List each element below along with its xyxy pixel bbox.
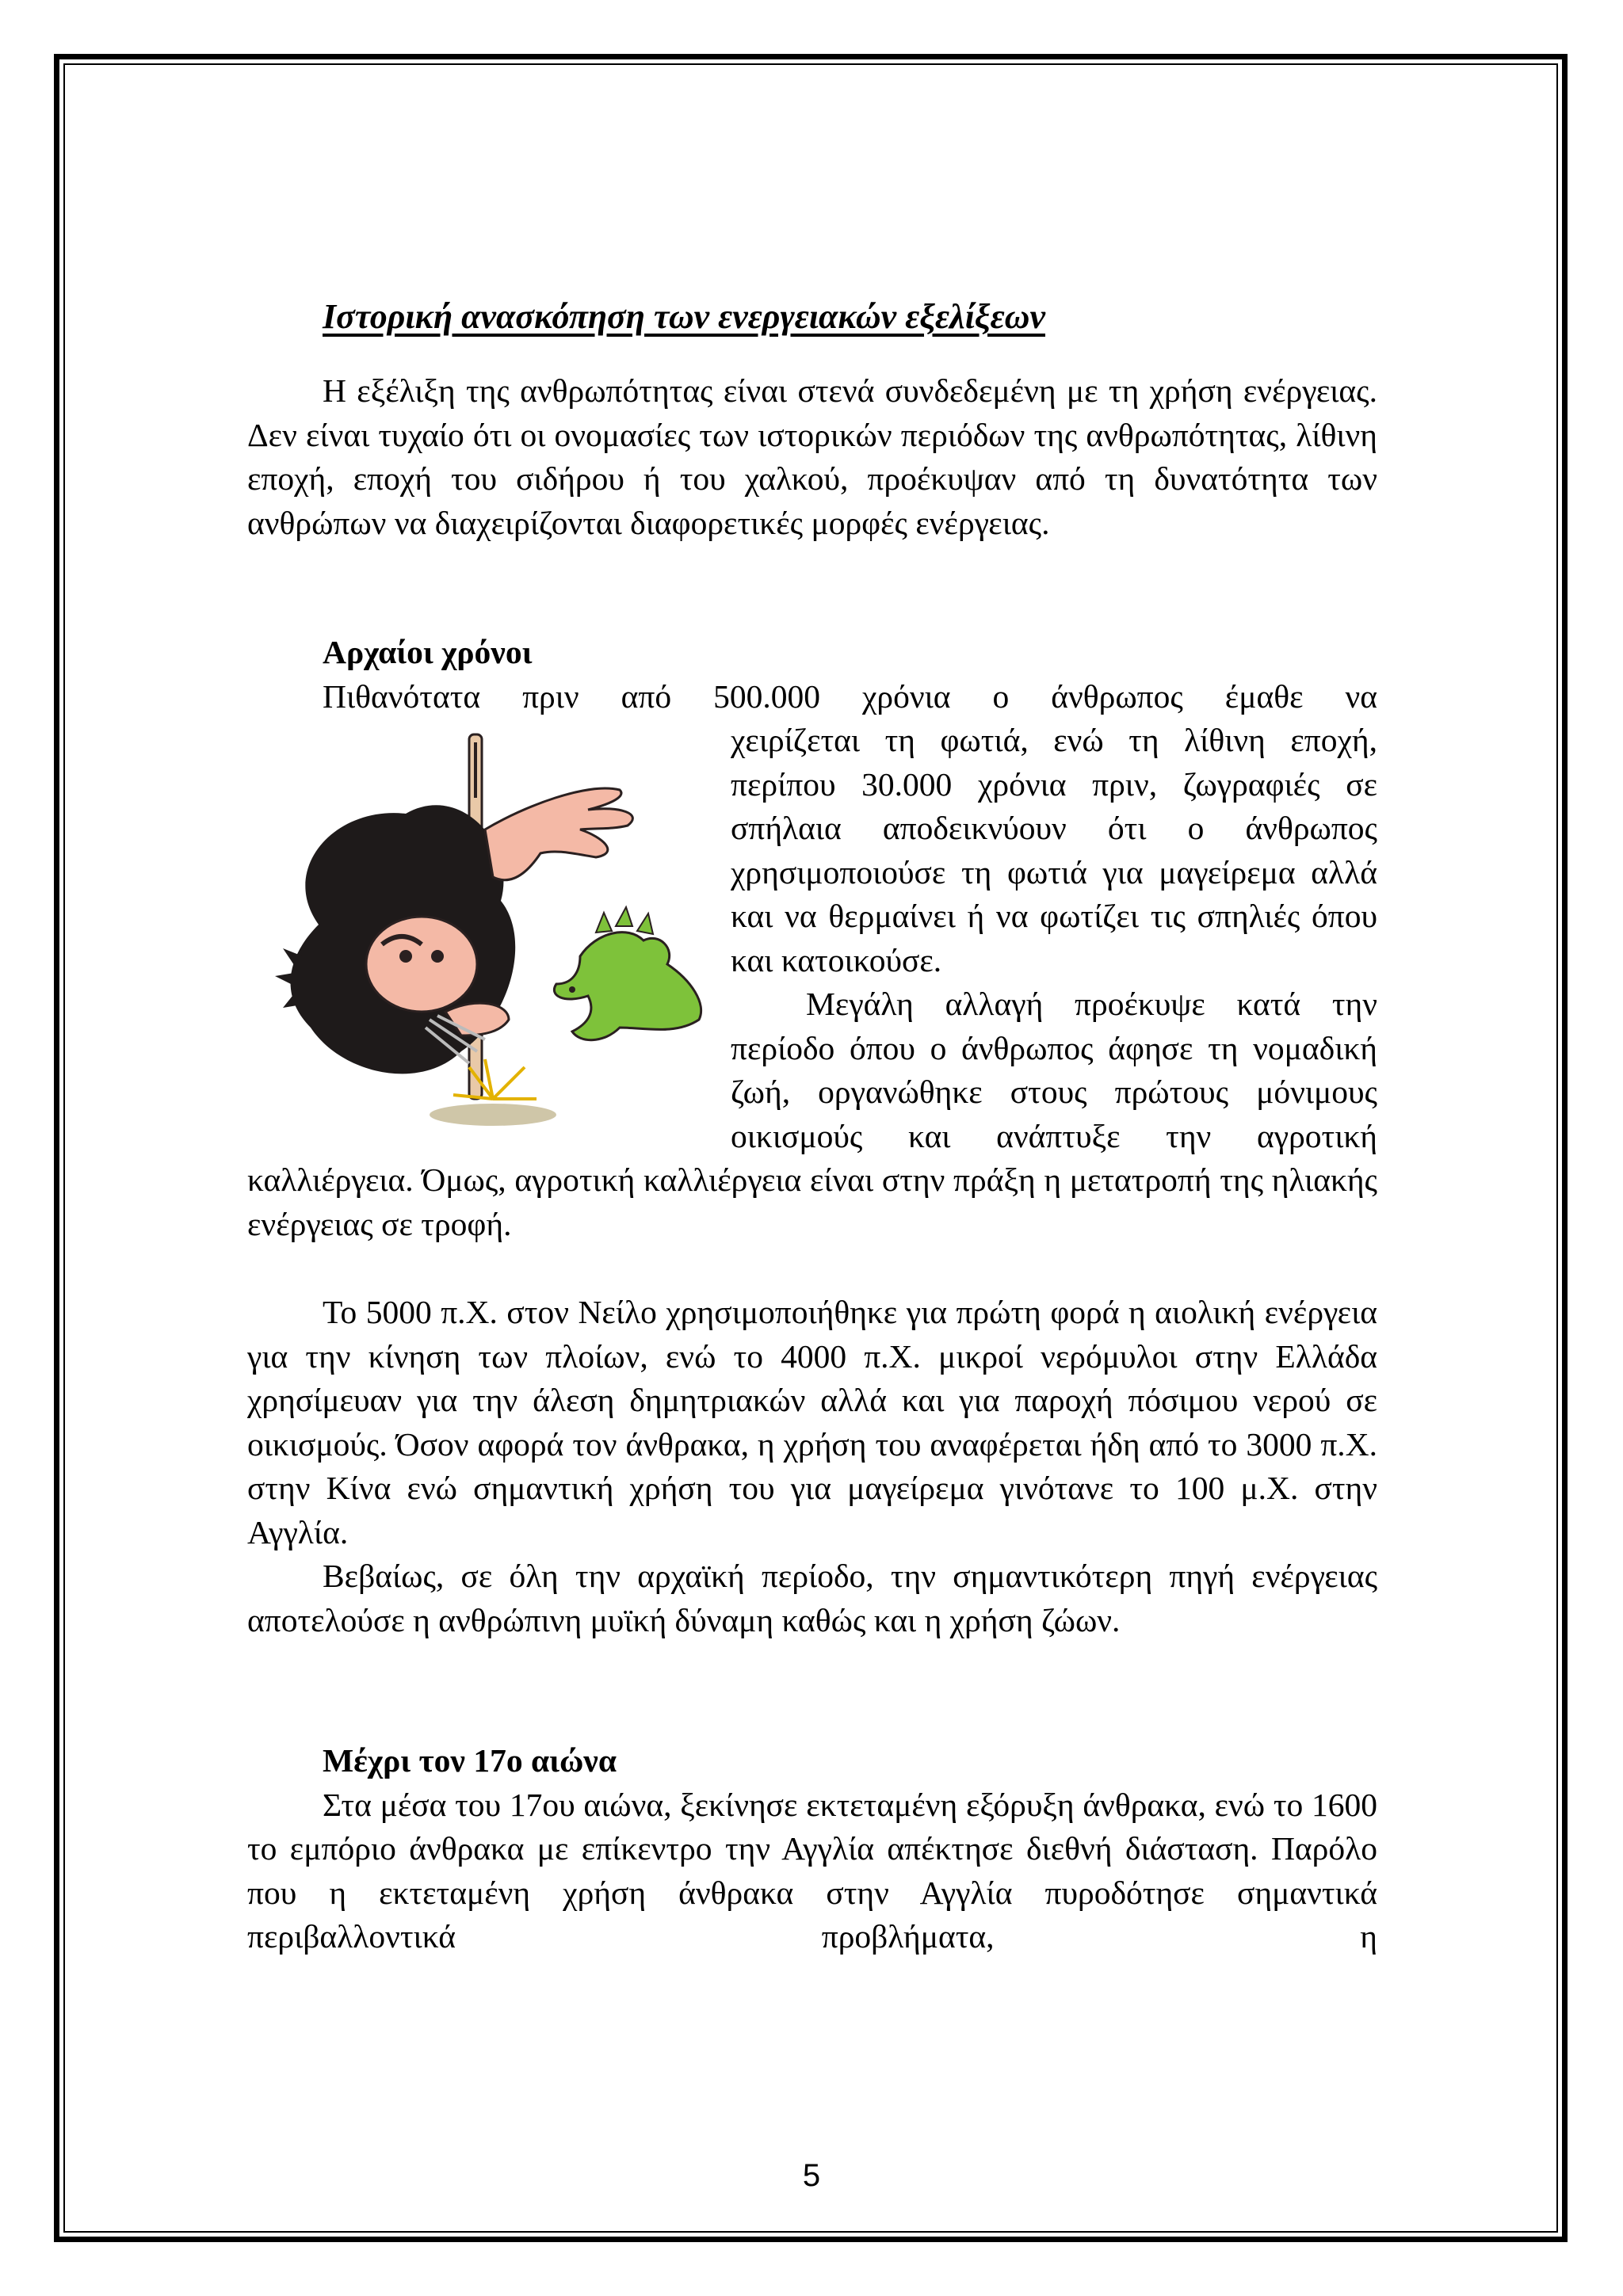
ancient-paragraph-3: Το 5000 π.Χ. στον Νείλο χρησιμοποιήθηκε για πρώτη φορά η αιολική ενέργεια για την κίνηση των πλοίων, ενώ το 4000 π.Χ. μικροί νερόμυλοι στην Ελλάδα χρησίμευαν για την άλεση δημητριακών αλλά και για παροχή πόσιμου νερού σε οικισμούς. Όσον αφορά τον άνθρακα, η χρήση του αναφέρεται ήδη από το 3000 π.Χ. στην Κίνα ενώ σημαντική χρήση του για μαγείρεμα γινότανε το 100 μ.Χ. στην Αγγλία.	[247, 1294, 1377, 1550]
section-heading-17th-century: Μέχρι τον 17ο αιώνα	[323, 1742, 617, 1779]
page-number: 5	[802, 2158, 821, 2193]
ancient-paragraph-1: χειρίζεται τη φωτιά, ενώ τη λίθινη εποχή, περίπου 30.000 χρόνια πριν, ζωγραφιές σε σπήλαια αποδεικνύουν ότι ο άνθρωπος χρησιμοποιούσε τη φωτιά για μαγείρεμα αλλά και να θερμαίνει ή να φωτίζει τις σπηλιές όπου και κατοικούσε.	[731, 722, 1377, 978]
section-heading-ancient: Αρχαίοι χρόνοι	[323, 634, 533, 670]
ancient-paragraph-4: Βεβαίως, σε όλη την αρχαϊκή περίοδο, την σημαντικότερη πηγή ενέργειας αποτελούσε η ανθρώπινη μυϊκή δύναμη καθώς και η χρήση ζώων.	[247, 1558, 1377, 1638]
intro-paragraph: Η εξέλιξη της ανθρωπότητας είναι στενά συνδεδεμένη με τη χρήση ενέργειας. Δεν είναι τυχαίο ότι οι ονομασίες των ιστορικών περιόδων της ανθρωπότητας, λίθινη εποχή, εποχή του σιδήρου ή του χαλκού, προέκυψαν από τη δυνατότητα των ανθρώπων να διαχειρίζονται διαφορετικές μορφές ενέργειας.	[247, 372, 1377, 541]
ancient-first-line: Πιθανότατα πριν από 500.000 χρόνια ο άνθρωπος έμαθε να	[323, 677, 1377, 715]
document-body	[247, 295, 1377, 1959]
caveman-fire-illustration	[247, 719, 715, 1150]
document-title: Ιστορική ανασκόπηση των ενεργειακών εξελίξεων	[323, 297, 1045, 336]
ancient-paragraph-2: Μεγάλη αλλαγή προέκυψε κατά την περίοδο όπου ο άνθρωπος άφησε τη νομαδική ζωή, οργανώθηκε στους πρώτους μόνιμους οικισμούς και ανάπτυξε την αγροτική καλλιέργεια. Όμως, αγροτική καλλιέργεια είναι στην πράξη η μετατροπή της ηλιακής ενέργειας σε τροφή.	[247, 986, 1377, 1242]
17th-century-paragraph-1: Στα μέσα του 17ου αιώνα, ξεκίνησε εκτεταμένη εξόρυξη άνθρακα, ενώ το 1600 το εμπόριο άνθρακα με επίκεντρο την Αγγλία απέκτησε διεθνή διάσταση. Παρόλο που η εκτεταμένη χρήση άνθρακα στην Αγγλία πυροδότησε σημαντικά περιβαλλοντικά προβλήματα, η	[247, 1786, 1377, 1955]
